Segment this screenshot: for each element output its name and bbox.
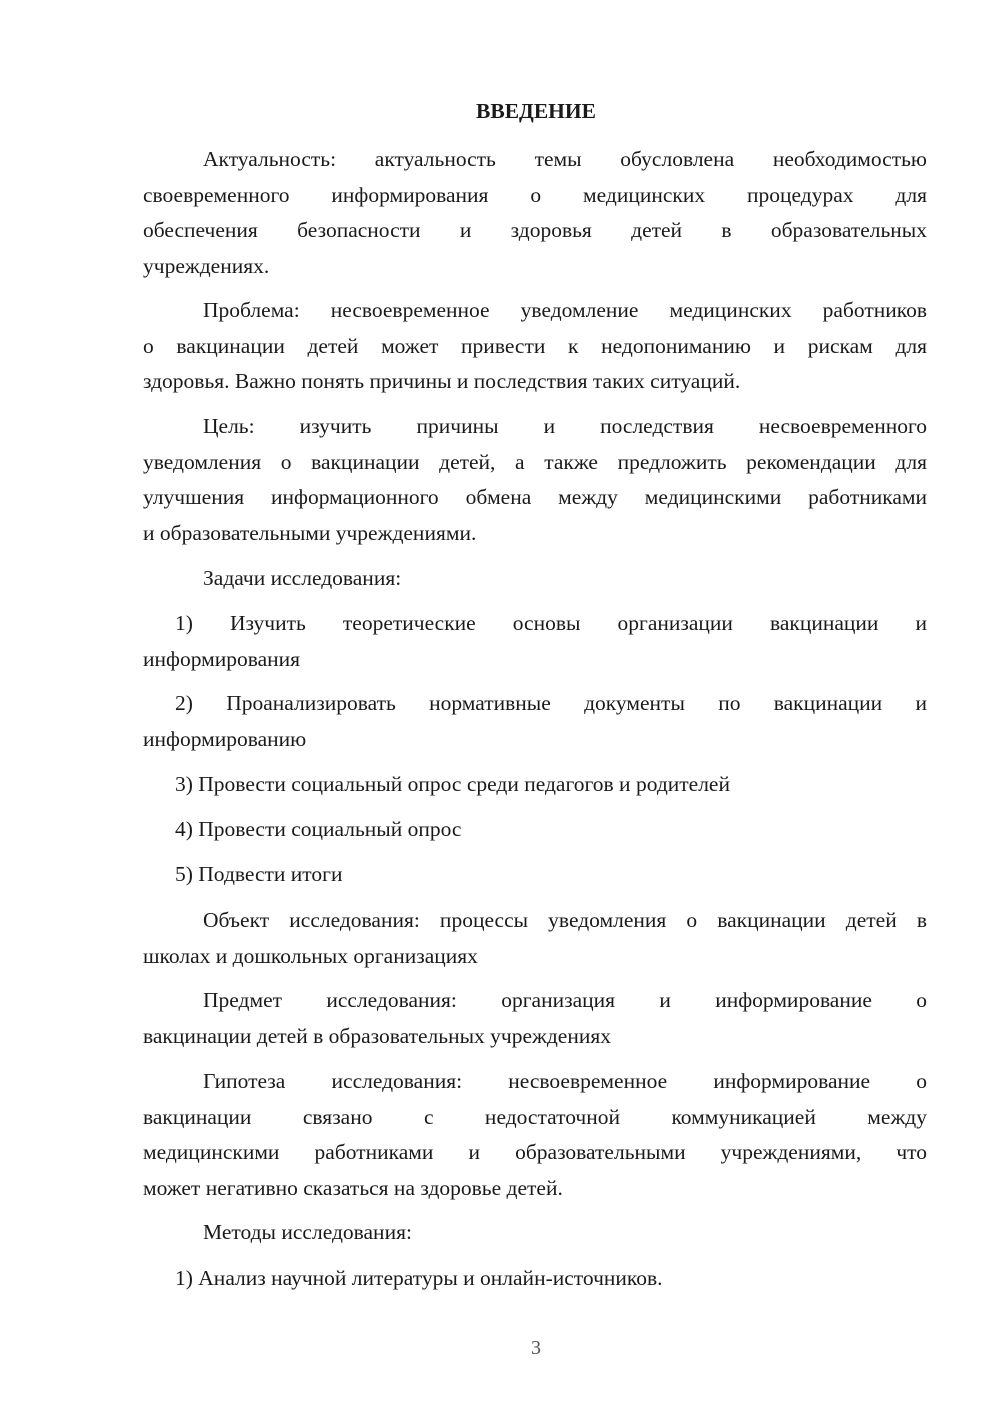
list-item-task-3 — [143, 767, 927, 803]
text-line: Цель: изучить причины и последствия несвоевременного — [203, 414, 927, 438]
paragraph-subject — [143, 983, 927, 1054]
text-line: Предмет исследования: организация и информирование о — [203, 988, 927, 1012]
text-line: Задачи исследования: — [203, 566, 402, 590]
text-line: 1) Изучить теоретические основы организации вакцинации и — [175, 611, 927, 635]
text-line: учреждениях. — [143, 253, 270, 278]
text-line: вакцинации детей в образовательных учреждениях — [143, 1023, 611, 1048]
paragraph-tasks-heading — [143, 561, 927, 597]
text-line: здоровья. Важно понять причины и последствия таких ситуаций. — [143, 369, 741, 393]
text-line: 1) Анализ научной литературы и онлайн-источников. — [175, 1266, 663, 1290]
text-line: информированию — [143, 726, 307, 751]
list-item-task-1 — [143, 606, 927, 677]
text-line: уведомления о вакцинации детей, а также предложить рекомендации для — [143, 449, 927, 474]
text-line: может негативно сказаться на здоровье детей. — [143, 1175, 563, 1200]
section-title: ВВЕДЕНИЕ — [476, 99, 596, 123]
list-item-method-1 — [143, 1261, 927, 1297]
text-line: Объект исследования: процессы уведомления о вакцинации детей в — [203, 908, 927, 932]
paragraph-hypothesis — [143, 1064, 927, 1206]
text-line: 3) Провести социальный опрос среди педагогов и родителей — [175, 772, 730, 796]
list-item-task-2 — [143, 686, 927, 757]
text-line: своевременного информирования о медицинских процедурах для — [143, 182, 927, 207]
text-line: информирования — [143, 646, 301, 671]
text-line: улучшения информационного обмена между медицинскими работниками — [143, 485, 927, 509]
text-line: Проблема: несвоевременное уведомление медицинских работников — [203, 298, 927, 322]
paragraph-methods-heading — [143, 1215, 927, 1251]
text-line: обеспечения безопасности и здоровья детей в образовательных — [143, 218, 927, 242]
paragraph-problem — [143, 293, 927, 400]
text-line: и образовательными учреждениями. — [143, 520, 477, 545]
list-item-task-4 — [143, 812, 927, 848]
paragraph-relevance — [143, 142, 927, 284]
paragraph-goal — [143, 409, 927, 551]
list-item-task-5 — [143, 857, 927, 893]
text-line: Актуальность: актуальность темы обусловлена необходимостью — [203, 147, 927, 171]
text-line: школах и дошкольных организациях — [143, 943, 478, 968]
text-line: о вакцинации детей может привести к недопониманию и рискам для — [143, 333, 927, 358]
page-number: 3 — [531, 1337, 541, 1359]
text-line: 2) Проанализировать нормативные документы по вакцинации и — [175, 691, 927, 715]
text-line: Гипотеза исследования: несвоевременное информирование о — [203, 1069, 927, 1093]
text-line: медицинскими работниками и образовательными учреждениями, что — [143, 1140, 927, 1164]
text-line: 5) Подвести итоги — [175, 862, 343, 886]
text-line: вакцинации связано с недостаточной коммуникацией между — [143, 1104, 927, 1129]
text-line: 4) Провести социальный опрос — [175, 817, 462, 841]
text-line: Методы исследования: — [203, 1220, 412, 1244]
paragraph-object — [143, 903, 927, 974]
